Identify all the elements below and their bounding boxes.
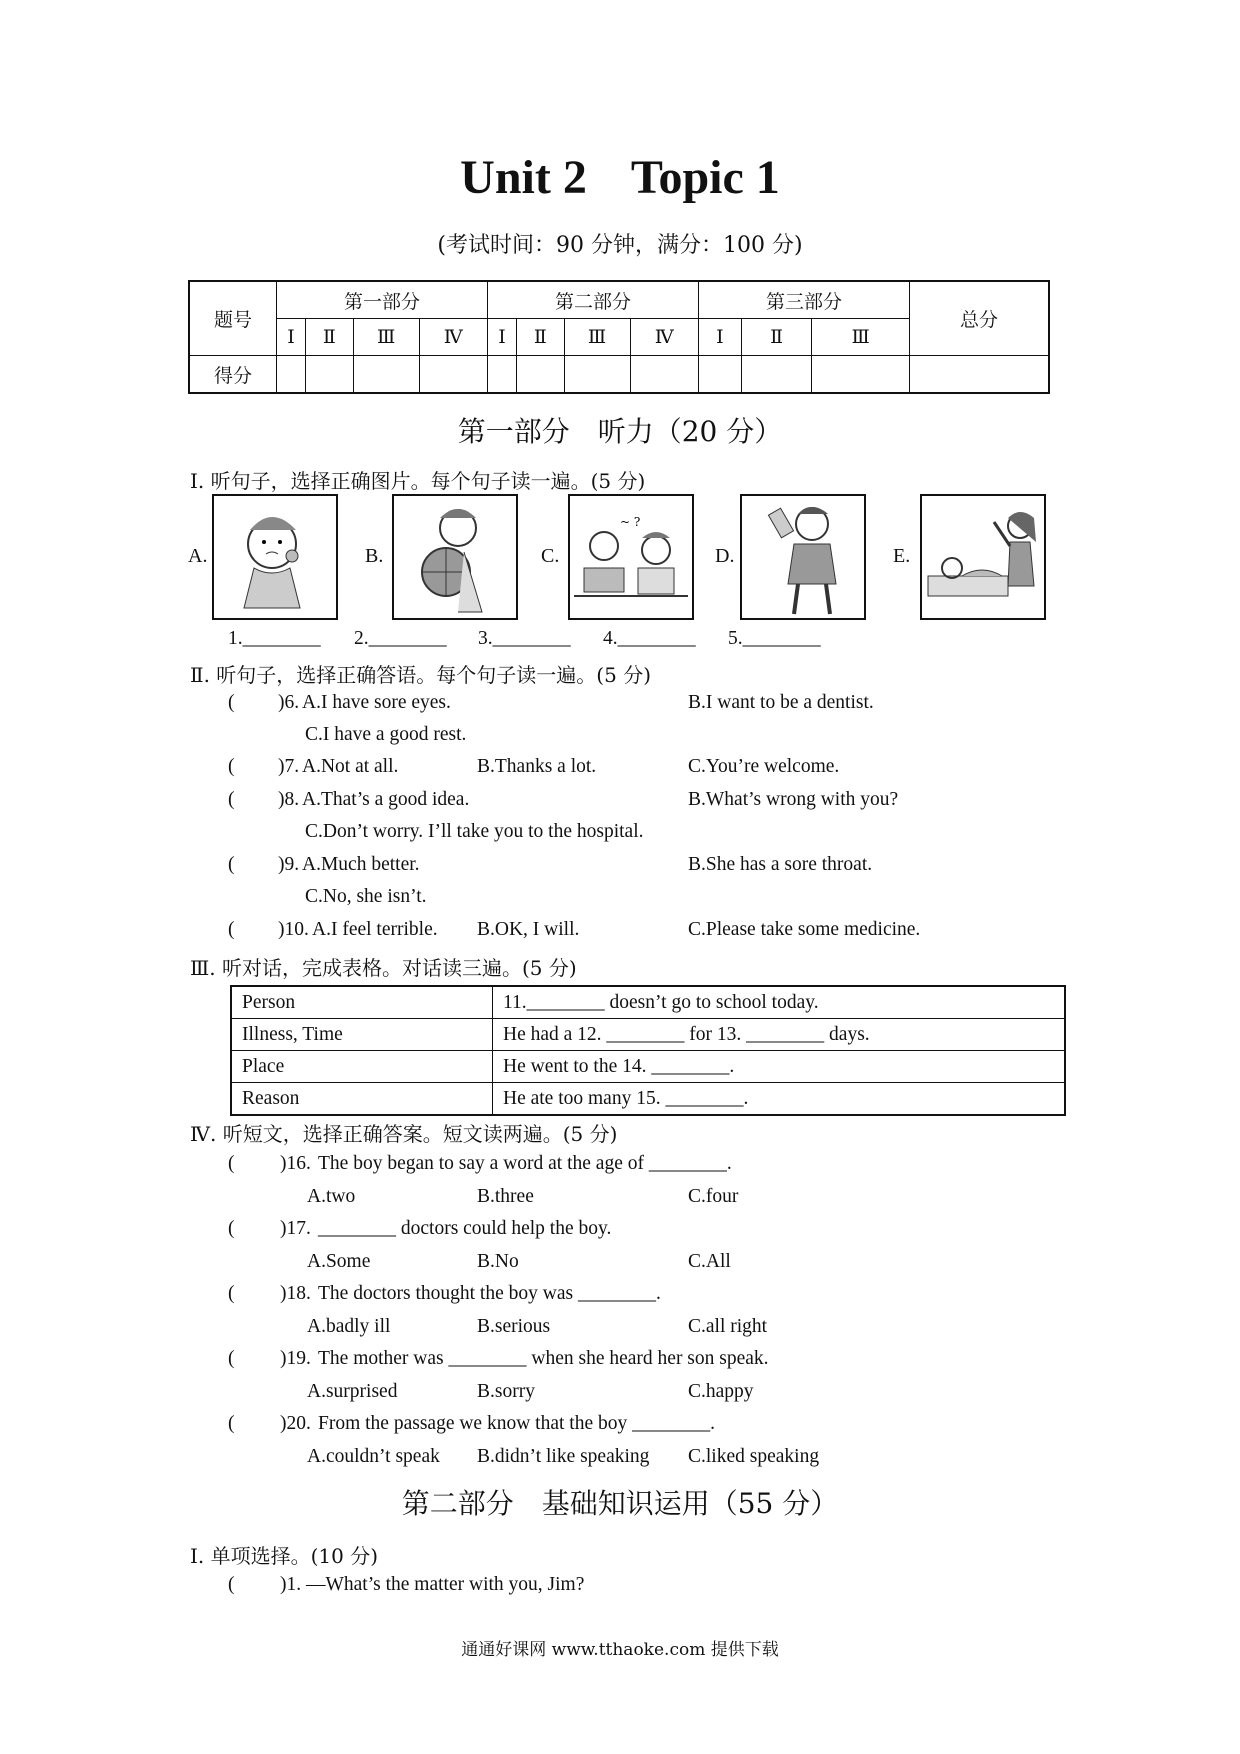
score-table xyxy=(188,280,1050,394)
col-label: Ⅱ xyxy=(517,319,565,356)
option-b[interactable]: B.didn’t like speaking xyxy=(477,1446,650,1467)
option-c[interactable]: C.all right xyxy=(688,1316,768,1337)
col-label: Ⅲ xyxy=(353,319,419,356)
col-label: Ⅳ xyxy=(630,319,698,356)
girl-basketball-picture xyxy=(392,494,518,620)
table-row-content[interactable]: 11.________ doesn’t go to school today. xyxy=(493,986,1066,1019)
answer-paren[interactable]: ( xyxy=(228,1574,235,1595)
table-row-content[interactable]: He had a 12. ________ for 13. ________ days. xyxy=(493,1019,1066,1051)
option-b[interactable]: B.sorry xyxy=(477,1381,535,1402)
question-number: )6. xyxy=(278,692,300,713)
question-heading-single-choice: Ⅰ. 单项选择。(10 分) xyxy=(190,1544,379,1568)
answer-paren[interactable]: ( xyxy=(228,1413,235,1434)
answer-blank-3[interactable]: 3.________ xyxy=(478,628,571,649)
col-label: Ⅱ xyxy=(741,319,811,356)
option-label-d: D. xyxy=(715,545,735,567)
answer-paren[interactable]: ( xyxy=(228,1283,235,1304)
option-a[interactable]: A.badly ill xyxy=(307,1316,391,1337)
option-c[interactable]: C.Please take some medicine. xyxy=(688,919,921,940)
option-label-b: B. xyxy=(365,545,384,567)
answer-paren[interactable]: ( xyxy=(228,854,235,875)
question-heading-1: Ⅰ. 听句子，选择正确图片。每个句子读一遍。(5 分) xyxy=(190,469,646,493)
option-a[interactable]: A.surprised xyxy=(307,1381,398,1402)
option-c[interactable]: C.I have a good rest. xyxy=(305,724,467,745)
girl-toothache-picture xyxy=(212,494,338,620)
section-heading-listening: 第一部分 听力（20 分） xyxy=(457,415,783,448)
option-a[interactable]: A.Much better. xyxy=(302,854,420,875)
option-b[interactable]: B.OK, I will. xyxy=(477,919,580,940)
question-number: )20. xyxy=(280,1413,311,1434)
option-a[interactable]: A.couldn’t speak xyxy=(307,1446,440,1467)
option-c[interactable]: C.four xyxy=(688,1186,739,1207)
option-a[interactable]: A.I have sore eyes. xyxy=(302,692,451,713)
answer-paren[interactable]: ( xyxy=(228,1153,235,1174)
option-b[interactable]: B.Thanks a lot. xyxy=(477,756,597,777)
listening-table xyxy=(230,985,1066,1116)
score-cell[interactable] xyxy=(419,356,487,394)
option-label-c: C. xyxy=(541,545,560,567)
answer-paren[interactable]: ( xyxy=(228,1348,235,1369)
question-heading-4: Ⅳ. 听短文，选择正确答案。短文读两遍。(5 分) xyxy=(190,1122,618,1146)
option-b[interactable]: B.What’s wrong with you? xyxy=(688,789,899,810)
score-cell[interactable] xyxy=(698,356,741,394)
option-c[interactable]: C.All xyxy=(688,1251,731,1272)
score-cell[interactable] xyxy=(306,356,354,394)
question-stem: The doctors thought the boy was ________. xyxy=(318,1283,661,1304)
title-topic: Topic 1 xyxy=(630,151,780,204)
option-a[interactable]: A.That’s a good idea. xyxy=(302,789,470,810)
score-cell[interactable] xyxy=(630,356,698,394)
header-part1: 第一部分 xyxy=(277,281,488,319)
patient-in-bed-picture xyxy=(920,494,1046,620)
question-number: )10. xyxy=(278,919,309,940)
option-b[interactable]: B.serious xyxy=(477,1316,551,1337)
score-cell[interactable] xyxy=(353,356,419,394)
col-label: Ⅳ xyxy=(419,319,487,356)
answer-paren[interactable]: ( xyxy=(228,789,235,810)
table-row-content[interactable]: He ate too many 15. ________. xyxy=(493,1083,1066,1116)
table-row-label: Person xyxy=(231,986,493,1019)
table-row-label: Reason xyxy=(231,1083,493,1116)
answer-blank-1[interactable]: 1.________ xyxy=(228,628,321,649)
score-cell[interactable] xyxy=(517,356,565,394)
option-b[interactable]: B.No xyxy=(477,1251,519,1272)
option-a[interactable]: A.Some xyxy=(307,1251,371,1272)
question-number: )17. xyxy=(280,1218,311,1239)
table-row-content[interactable]: He went to the 14. ________. xyxy=(493,1051,1066,1083)
table-row-label: Illness, Time xyxy=(231,1019,493,1051)
option-b[interactable]: B.I want to be a dentist. xyxy=(688,692,874,713)
page-footer: 通通好课网 www.tthaoke.com 提供下载 xyxy=(461,1640,779,1660)
question-heading-2: Ⅱ. 听句子，选择正确答语。每个句子读一遍。(5 分) xyxy=(190,663,651,687)
score-cell[interactable] xyxy=(564,356,630,394)
answer-paren[interactable]: ( xyxy=(228,692,235,713)
header-total: 总分 xyxy=(910,281,1050,356)
score-cell[interactable] xyxy=(487,356,516,394)
question-stem: —What’s the matter with you, Jim? xyxy=(306,1574,585,1595)
page-title xyxy=(0,150,1240,205)
question-number: )16. xyxy=(280,1153,311,1174)
question-number: )8. xyxy=(278,789,300,810)
score-cell[interactable] xyxy=(812,356,910,394)
score-cell[interactable] xyxy=(277,356,306,394)
section-heading-basics: 第二部分 基础知识运用（55 分） xyxy=(401,1487,839,1520)
title-unit: Unit 2 xyxy=(460,151,587,204)
option-c[interactable]: C.You’re welcome. xyxy=(688,756,840,777)
option-c[interactable]: C.No, she isn’t. xyxy=(305,886,427,907)
col-label: Ⅰ xyxy=(487,319,516,356)
option-c[interactable]: C.Don’t worry. I’ll take you to the hospital. xyxy=(305,821,644,842)
col-label: Ⅱ xyxy=(306,319,354,356)
option-a[interactable]: A.I feel terrible. xyxy=(312,919,438,940)
answer-blank-5[interactable]: 5.________ xyxy=(728,628,821,649)
answer-paren[interactable]: ( xyxy=(228,919,235,940)
col-label: Ⅰ xyxy=(698,319,741,356)
total-score-cell[interactable] xyxy=(910,356,1050,394)
question-number: )7. xyxy=(278,756,300,777)
header-score: 得分 xyxy=(189,356,277,394)
header-part3: 第三部分 xyxy=(698,281,909,319)
question-stem: The boy began to say a word at the age of ________. xyxy=(318,1153,732,1174)
exam-info: (考试时间：90 分钟，满分：100 分) xyxy=(437,233,803,258)
option-label-e: E. xyxy=(893,545,911,567)
answer-blank-2[interactable]: 2.________ xyxy=(354,628,447,649)
header-part2: 第二部分 xyxy=(487,281,698,319)
option-c[interactable]: C.happy xyxy=(688,1381,754,1402)
question-heading-3: Ⅲ. 听对话，完成表格。对话读三遍。(5 分) xyxy=(190,956,577,980)
question-number: )18. xyxy=(280,1283,311,1304)
option-a[interactable]: A.two xyxy=(307,1186,356,1207)
option-b[interactable]: B.She has a sore throat. xyxy=(688,854,873,875)
question-number: )19. xyxy=(280,1348,311,1369)
col-label: Ⅲ xyxy=(564,319,630,356)
answer-paren[interactable]: ( xyxy=(228,756,235,777)
header-question-number: 题号 xyxy=(189,281,277,356)
option-a[interactable]: A.Not at all. xyxy=(302,756,399,777)
two-children-reading-picture xyxy=(568,494,694,620)
question-number: )9. xyxy=(278,854,300,875)
answer-blank-4[interactable]: 4.________ xyxy=(603,628,696,649)
svg-text:~ ?: ~ ? xyxy=(620,515,641,529)
question-stem: From the passage we know that the boy ________. xyxy=(318,1413,715,1434)
option-c[interactable]: C.liked speaking xyxy=(688,1446,820,1467)
score-cell[interactable] xyxy=(741,356,811,394)
option-b[interactable]: B.three xyxy=(477,1186,534,1207)
question-stem: ________ doctors could help the boy. xyxy=(318,1218,612,1239)
answer-paren[interactable]: ( xyxy=(228,1218,235,1239)
option-label-a: A. xyxy=(188,545,208,567)
table-row-label: Place xyxy=(231,1051,493,1083)
question-number: )1. xyxy=(280,1574,302,1595)
col-label: Ⅰ xyxy=(277,319,306,356)
question-stem: The mother was ________ when she heard her son speak. xyxy=(318,1348,769,1369)
boy-drinking-picture xyxy=(740,494,866,620)
col-label: Ⅲ xyxy=(812,319,910,356)
